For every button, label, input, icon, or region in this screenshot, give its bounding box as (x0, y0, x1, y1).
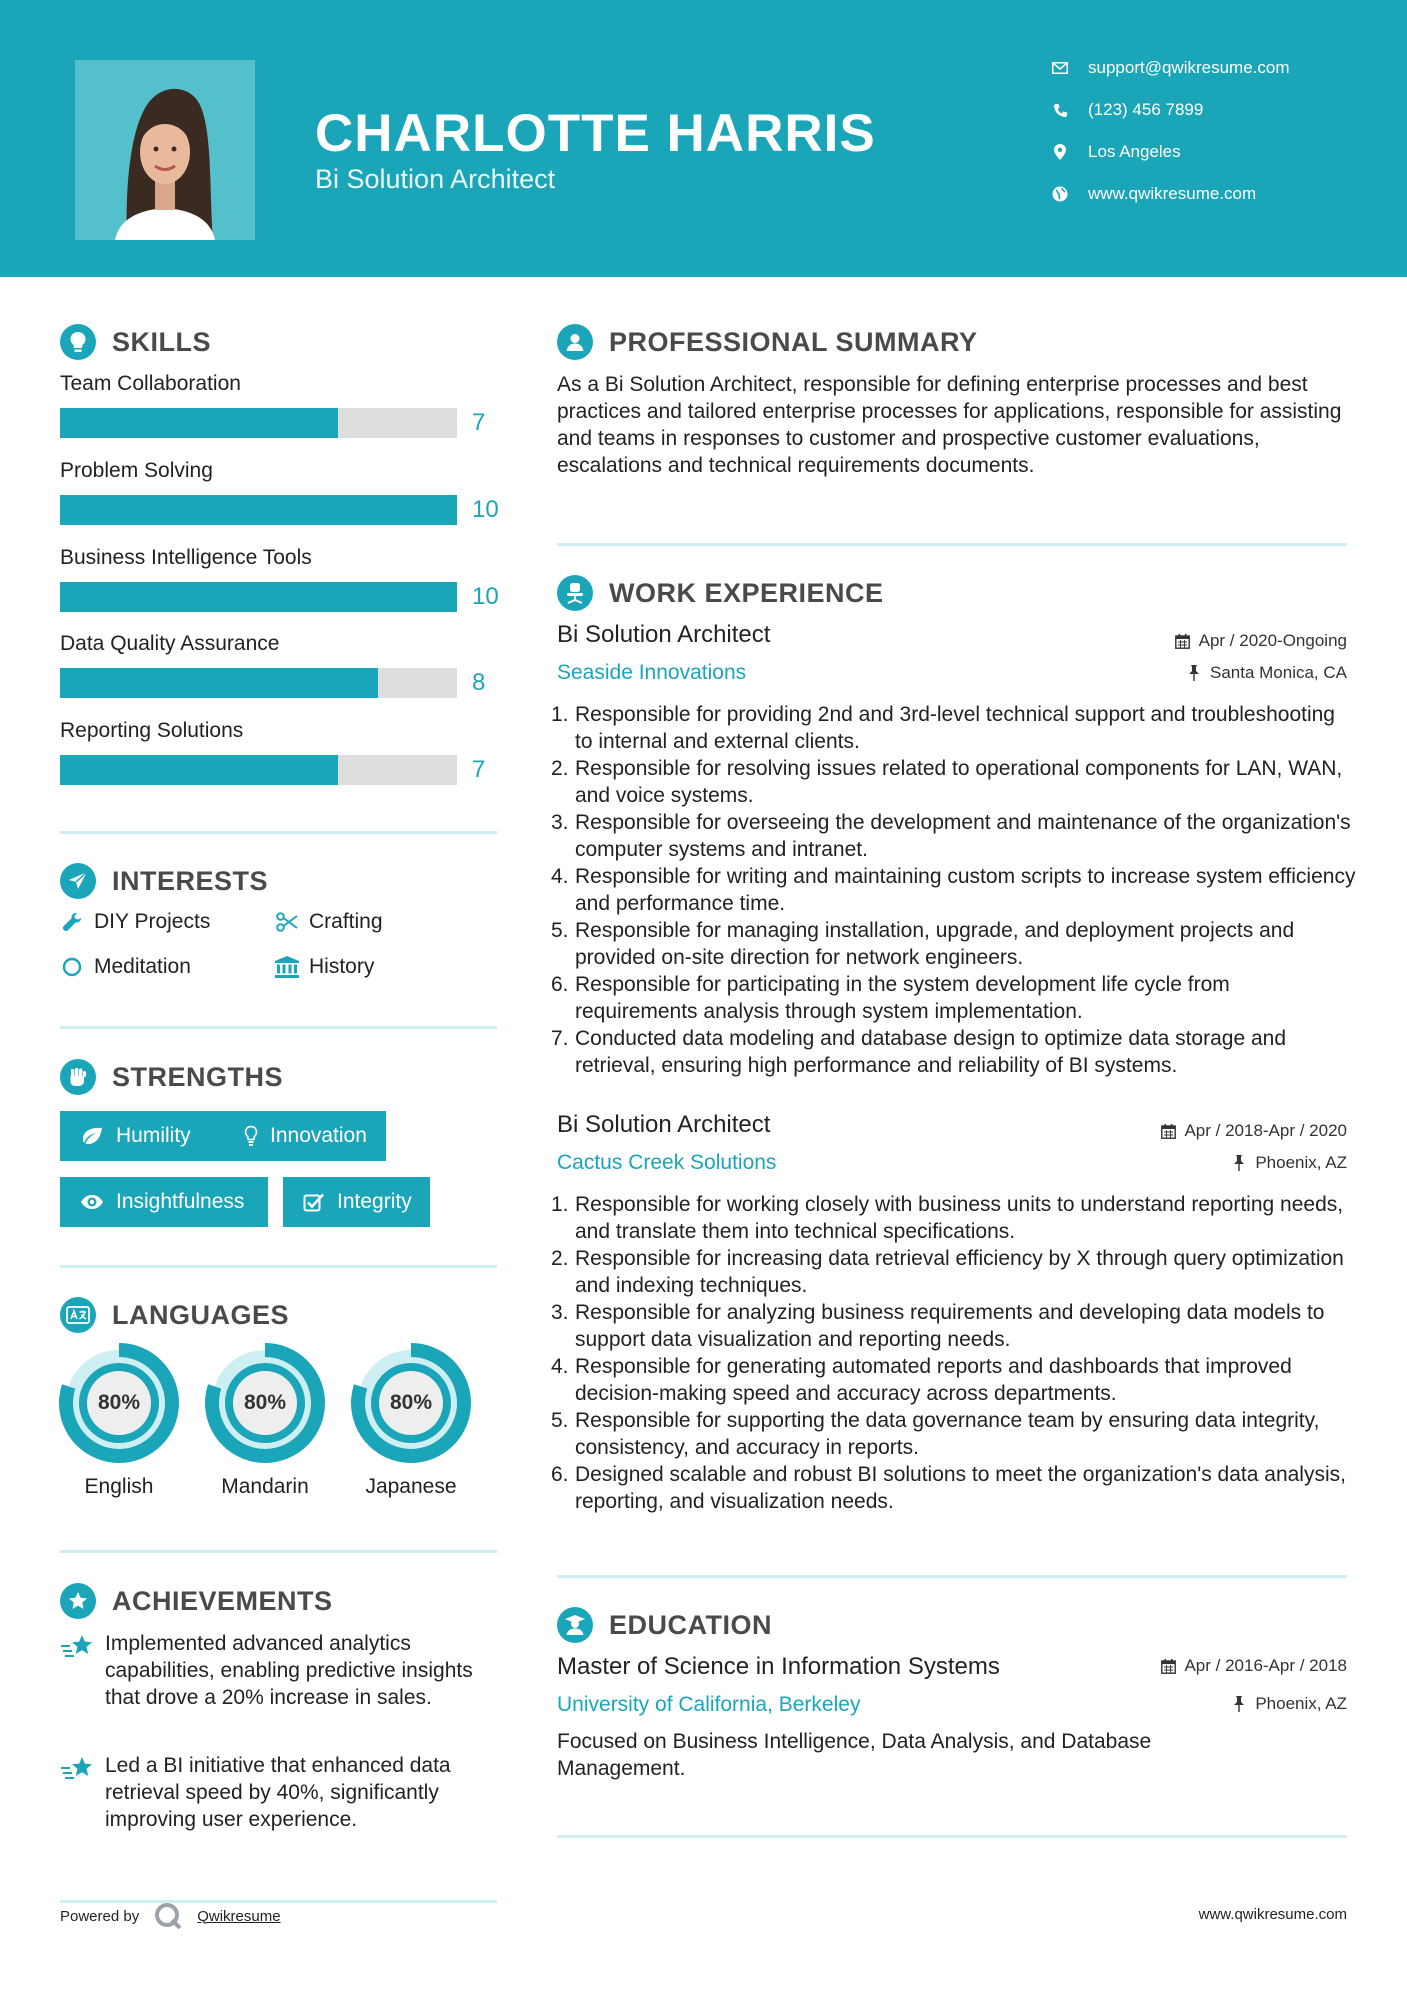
pushpin-icon (1186, 665, 1202, 681)
interest-item: DIY Projects (60, 910, 210, 934)
achievement-item: Implemented advanced analytics capabilities, enabling predictive insights that drove a 20% increase in sales. (60, 1630, 500, 1711)
education-location: Phoenix, AZ (1231, 1694, 1347, 1714)
contact-phone[interactable] (1050, 100, 1203, 120)
education-dates: Apr / 2016-Apr / 2018 (1160, 1656, 1347, 1676)
achievements-heading: ACHIEVEMENTS (60, 1583, 333, 1619)
lightbulb-icon (60, 324, 96, 360)
summary-heading: PROFESSIONAL SUMMARY (557, 324, 978, 360)
list-item: 7. Conducted data modeling and database design to optimize data storage and retrieval, ensuring high performance and reliability of BI systems. (557, 1025, 1357, 1079)
powered-by: Powered by Qwikresume (60, 1901, 281, 1931)
calendar-icon (1160, 1123, 1176, 1139)
eye-icon (80, 1190, 104, 1214)
strengths-heading: STRENGTHS (60, 1059, 283, 1095)
degree-title: Master of Science in Information Systems (557, 1653, 1000, 1680)
job-bullets (557, 701, 1357, 1079)
skill-bar (60, 755, 457, 785)
achievement-item: Led a BI initiative that enhanced data retrieval speed by 40%, significantly improving user experience. (60, 1752, 500, 1833)
contact-location-text: Los Angeles (1088, 142, 1181, 161)
star-badge-icon (60, 1583, 96, 1619)
language-ring (205, 1343, 325, 1463)
job-location: Phoenix, AZ (1231, 1153, 1347, 1173)
qwikresume-link[interactable]: Qwikresume (197, 1907, 281, 1925)
interests-heading: INTERESTS (60, 863, 268, 899)
list-item: 5. Responsible for supporting the data governance team by ensuring data integrity, consistency, and accuracy in reports. (557, 1407, 1357, 1461)
school-name: University of California, Berkeley (557, 1693, 861, 1716)
strength-tag: Innovation (224, 1111, 386, 1161)
checkbox-icon (303, 1190, 325, 1214)
skill-bar-fill (60, 408, 338, 438)
list-item: 1. Responsible for providing 2nd and 3rd-level technical support and troubleshooting to internal and external clients. (557, 701, 1357, 755)
job-dates: Apr / 2020-Ongoing (1175, 631, 1347, 651)
calendar-icon (1175, 633, 1191, 649)
list-item: 6. Responsible for participating in the system development life cycle from requirements analysis through system implementation. (557, 971, 1357, 1025)
skill-value: 7 (472, 409, 486, 436)
section-divider (557, 543, 1347, 546)
job-title: Bi Solution Architect (557, 1111, 771, 1138)
language-name: English (84, 1475, 154, 1498)
phone-icon (1050, 100, 1070, 120)
education-description: Focused on Business Intelligence, Data Analysis, and Database Management. (557, 1730, 1152, 1780)
globe-icon (1050, 184, 1070, 204)
list-item: 2. Responsible for resolving issues related to operational components for LAN, WAN, and voice systems. (557, 755, 1357, 809)
skill-bar (60, 582, 457, 612)
skill-bar (60, 495, 457, 525)
skill-bar-fill (60, 668, 378, 698)
skill-value: 8 (472, 669, 486, 696)
contact-email[interactable] (1050, 58, 1290, 78)
skill-bar-fill (60, 755, 338, 785)
company-name: Cactus Creek Solutions (557, 1151, 777, 1174)
language-ring (351, 1343, 471, 1463)
graduate-icon (557, 1607, 593, 1643)
section-divider (557, 1575, 1347, 1578)
job-location: Santa Monica, CA (1186, 663, 1347, 683)
list-item: 2. Responsible for increasing data retrieval efficiency by X through query optimization and indexing techniques. (557, 1245, 1357, 1299)
language-item (349, 1343, 473, 1499)
contact-phone-text: (123) 456 7899 (1088, 100, 1204, 119)
company-name: Seaside Innovations (557, 661, 747, 684)
section-divider (60, 1550, 497, 1553)
job-bullets (557, 1191, 1357, 1515)
summary-text: As a Bi Solution Architect, responsible for defining enterprise processes and best practices and tailored enterprise processes for applications, responsible for assisting and teams in responses to customer and prospective customer evaluations, escalations and technical requirements documents. (557, 373, 1342, 477)
office-chair-icon (557, 575, 593, 611)
candidate-title: Bi Solution Architect (315, 164, 556, 194)
language-icon (60, 1297, 96, 1333)
section-divider (60, 831, 497, 834)
qwikresume-logo-icon (153, 1901, 183, 1931)
skill-label: Reporting Solutions (60, 719, 244, 742)
user-icon (557, 324, 593, 360)
language-ring (59, 1343, 179, 1463)
strength-tag: Humility (60, 1111, 224, 1161)
education-heading: EDUCATION (557, 1607, 772, 1643)
skills-heading: SKILLS (60, 324, 211, 360)
scissors-icon (275, 910, 299, 934)
languages-heading: LANGUAGES (60, 1297, 289, 1333)
experience-heading: WORK EXPERIENCE (557, 575, 884, 611)
location-pin-icon (1050, 142, 1070, 162)
skill-bar-fill (60, 495, 457, 525)
lightbulb-icon (244, 1124, 258, 1148)
candidate-name: CHARLOTTE HARRIS (315, 104, 876, 163)
interest-item: Crafting (275, 910, 383, 934)
header-banner (0, 0, 1407, 277)
interest-item: Meditation (60, 955, 191, 979)
list-item: 1. Responsible for working closely with business units to understand reporting needs, and translate them into technical specifications. (557, 1191, 1357, 1245)
section-divider (60, 1026, 497, 1029)
wrench-icon (60, 910, 84, 934)
calendar-icon (1160, 1658, 1176, 1674)
language-item (203, 1343, 327, 1499)
contact-website[interactable] (1050, 184, 1256, 204)
skill-bar-fill (60, 582, 457, 612)
contact-email-text: support@qwikresume.com (1088, 58, 1290, 77)
list-item: 4. Responsible for generating automated reports and dashboards that improved decision-making speed and accuracy across departments. (557, 1353, 1357, 1407)
footer-website[interactable]: www.qwikresume.com (1198, 1906, 1347, 1923)
list-item: 3. Responsible for analyzing business requirements and developing data models to support data visualization and reporting needs. (557, 1299, 1357, 1353)
pushpin-icon (1231, 1155, 1247, 1171)
interest-item: History (275, 955, 374, 979)
skill-label: Problem Solving (60, 459, 213, 482)
paper-plane-icon (60, 863, 96, 899)
skill-bar (60, 668, 457, 698)
language-name: Mandarin (221, 1475, 309, 1498)
list-item: 5. Responsible for managing installation, upgrade, and deployment projects and provided on-site direction for network engineers. (557, 917, 1357, 971)
profile-photo (75, 60, 255, 240)
section-divider (60, 1265, 497, 1268)
skill-bar (60, 408, 457, 438)
pushpin-icon (1231, 1696, 1247, 1712)
leaf-icon (80, 1124, 104, 1148)
language-name: Japanese (365, 1475, 457, 1498)
skill-label: Data Quality Assurance (60, 632, 280, 655)
language-percent: 80% (243, 1391, 287, 1414)
section-divider (557, 1835, 1347, 1838)
shooting-star-icon (60, 1632, 94, 1662)
skill-value: 7 (472, 756, 486, 783)
list-item: 4. Responsible for writing and maintaining custom scripts to increase system efficiency and performance time. (557, 863, 1357, 917)
job-dates: Apr / 2018-Apr / 2020 (1160, 1121, 1347, 1141)
job-title: Bi Solution Architect (557, 621, 771, 648)
shooting-star-icon (60, 1754, 94, 1784)
circle-icon (60, 955, 84, 979)
museum-icon (275, 955, 299, 979)
strength-tag: Insightfulness (60, 1177, 268, 1227)
list-item: 6. Designed scalable and robust BI solutions to meet the organization's data analysis, reporting, and visualization needs. (557, 1461, 1357, 1515)
language-percent: 80% (389, 1391, 433, 1414)
contact-website-text: www.qwikresume.com (1088, 184, 1257, 203)
strength-tag: Integrity (283, 1177, 430, 1227)
list-item: 3. Responsible for overseeing the development and maintenance of the organization's computer systems and intranet. (557, 809, 1357, 863)
language-percent: 80% (97, 1391, 141, 1414)
skill-value: 10 (472, 496, 499, 523)
skill-value: 10 (472, 583, 499, 610)
skill-label: Business Intelligence Tools (60, 546, 312, 569)
language-item (57, 1343, 181, 1499)
fist-icon (60, 1059, 96, 1095)
mail-icon (1050, 58, 1070, 78)
skill-label: Team Collaboration (60, 372, 241, 395)
contact-location (1050, 142, 1181, 162)
